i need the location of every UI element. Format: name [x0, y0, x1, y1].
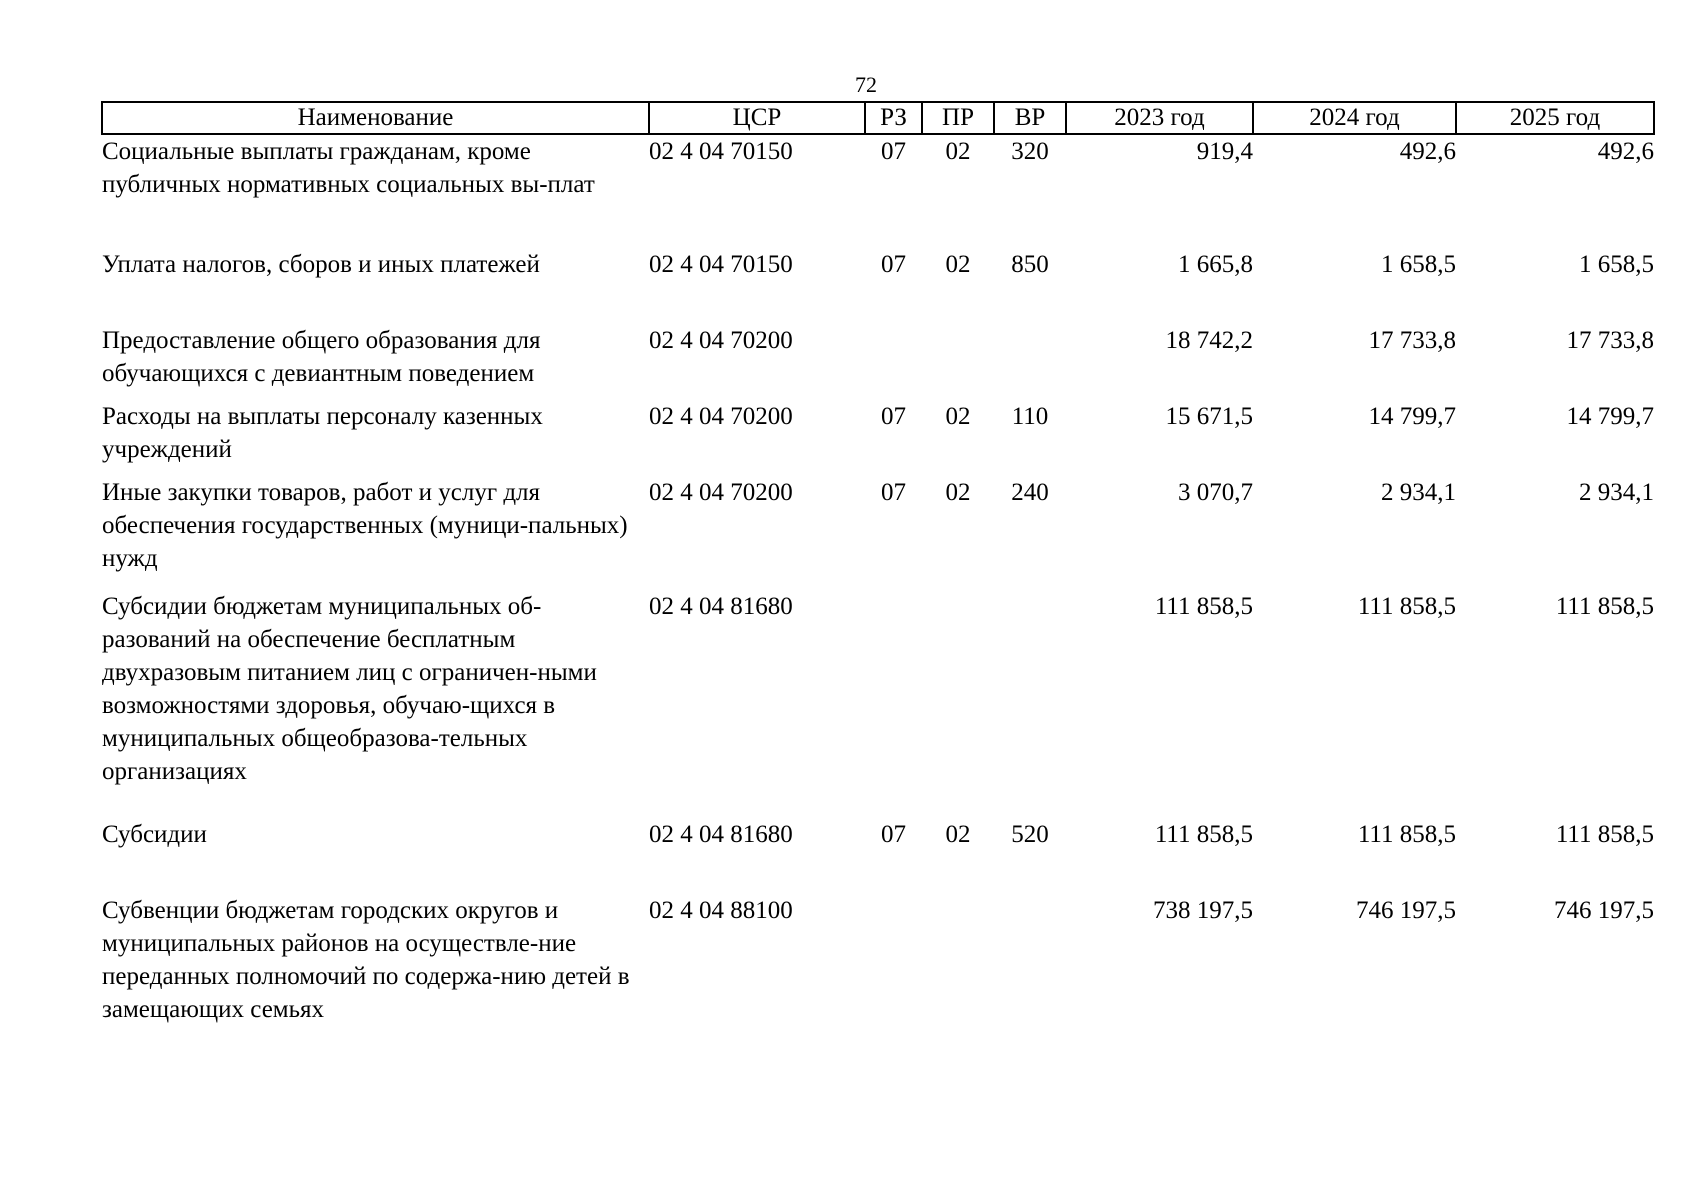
row-2024: 2 934,1: [1381, 479, 1456, 506]
row-2023: 919,4: [1196, 138, 1253, 165]
row-2023: 111 858,5: [1154, 821, 1253, 848]
row-name: Субвенции бюджетам городских округов и муниципальных районов на осуществле-ние переданных полномочий по содержа-нию детей в замещающих семьях: [102, 897, 630, 1023]
row-vr: 520: [1011, 821, 1049, 848]
row-2024: 492,6: [1399, 138, 1456, 165]
row-2023: 18 742,2: [1165, 327, 1253, 354]
row-2024: 111 858,5: [1357, 821, 1456, 848]
row-csr: 02 4 04 70200: [649, 403, 793, 430]
header-vr: ВР: [994, 102, 1066, 134]
row-csr: 02 4 04 70150: [649, 138, 793, 165]
row-rz: 07: [881, 251, 906, 278]
header-name: Наименование: [102, 102, 649, 134]
row-pr: 02: [945, 479, 971, 506]
header-2023: 2023 год: [1066, 102, 1253, 134]
row-pr: 02: [945, 403, 971, 430]
row-pr: [922, 894, 994, 1034]
row-vr: 320: [1011, 138, 1049, 165]
row-csr: 02 4 04 81680: [649, 821, 793, 848]
table-row: [102, 818, 1654, 894]
table-row: [102, 134, 1654, 248]
row-vr: [994, 590, 1066, 818]
row-name: Иные закупки товаров, работ и услуг для обеспечения государственных (муници-пальных) нужд: [102, 479, 628, 572]
row-vr: 110: [1011, 403, 1049, 430]
header-csr: ЦСР: [649, 102, 865, 134]
row-pr: 02: [945, 251, 971, 278]
row-2024: 17 733,8: [1368, 327, 1456, 354]
row-2024: 1 658,5: [1381, 251, 1456, 278]
header-2024: 2024 год: [1253, 102, 1456, 134]
row-2023: 738 197,5: [1153, 897, 1253, 924]
row-name: Расходы на выплаты персоналу казенных учреждений: [102, 403, 543, 463]
row-name: Субсидии бюджетам муниципальных об-разований на обеспечение бесплатным двухразовым питанием лиц с ограничен-ными возможностями здоровья, обучаю-щихся в муниципальных общеобразова-тельных организациях: [102, 593, 597, 785]
row-csr: 02 4 04 70150: [649, 251, 793, 278]
table-row: [102, 400, 1654, 476]
page-number: 72: [855, 72, 877, 97]
row-name: Предоставление общего образования для обучающихся с девиантным поведением: [102, 327, 541, 387]
table-row: [102, 590, 1654, 818]
row-2025: 492,6: [1597, 138, 1654, 165]
row-vr: [994, 324, 1066, 400]
row-pr: [922, 590, 994, 818]
row-rz: [865, 894, 922, 1034]
row-rz: 07: [881, 138, 906, 165]
row-2025: 2 934,1: [1579, 479, 1654, 506]
row-2025: 111 858,5: [1555, 593, 1654, 620]
row-vr: 240: [1011, 479, 1049, 506]
row-csr: 02 4 04 88100: [649, 897, 793, 924]
row-vr: 850: [1011, 251, 1049, 278]
header-pr: ПР: [922, 102, 994, 134]
row-csr: 02 4 04 70200: [649, 327, 793, 354]
row-2024: 746 197,5: [1356, 897, 1456, 924]
row-2025: 1 658,5: [1579, 251, 1654, 278]
row-pr: 02: [945, 821, 971, 848]
table-row: [102, 476, 1654, 590]
row-pr: [922, 324, 994, 400]
row-rz: [865, 324, 922, 400]
row-name: Социальные выплаты гражданам, кроме публичных нормативных социальных вы-плат: [102, 138, 595, 198]
budget-table: [101, 101, 1655, 1034]
row-rz: 07: [881, 403, 906, 430]
row-2025: 111 858,5: [1555, 821, 1654, 848]
row-2024: 111 858,5: [1357, 593, 1456, 620]
row-2023: 3 070,7: [1178, 479, 1253, 506]
row-csr: 02 4 04 81680: [649, 593, 793, 620]
row-pr: 02: [945, 138, 971, 165]
row-name: Субсидии: [102, 821, 207, 848]
row-2024: 14 799,7: [1368, 403, 1456, 430]
row-rz: [865, 590, 922, 818]
row-2025: 17 733,8: [1566, 327, 1654, 354]
row-vr: [994, 894, 1066, 1034]
row-name: Уплата налогов, сборов и иных платежей: [102, 251, 540, 278]
row-rz: 07: [881, 821, 906, 848]
table-row: [102, 248, 1654, 324]
row-2025: 14 799,7: [1566, 403, 1654, 430]
row-2023: 1 665,8: [1178, 251, 1253, 278]
row-2023: 111 858,5: [1154, 593, 1253, 620]
header-rz: РЗ: [865, 102, 922, 134]
table-header-row: [102, 102, 1654, 134]
table-row: [102, 324, 1654, 400]
row-csr: 02 4 04 70200: [649, 479, 793, 506]
table-row: [102, 894, 1654, 1034]
row-2025: 746 197,5: [1554, 897, 1654, 924]
row-rz: 07: [881, 479, 906, 506]
row-2023: 15 671,5: [1165, 403, 1253, 430]
header-2025: 2025 год: [1456, 102, 1654, 134]
